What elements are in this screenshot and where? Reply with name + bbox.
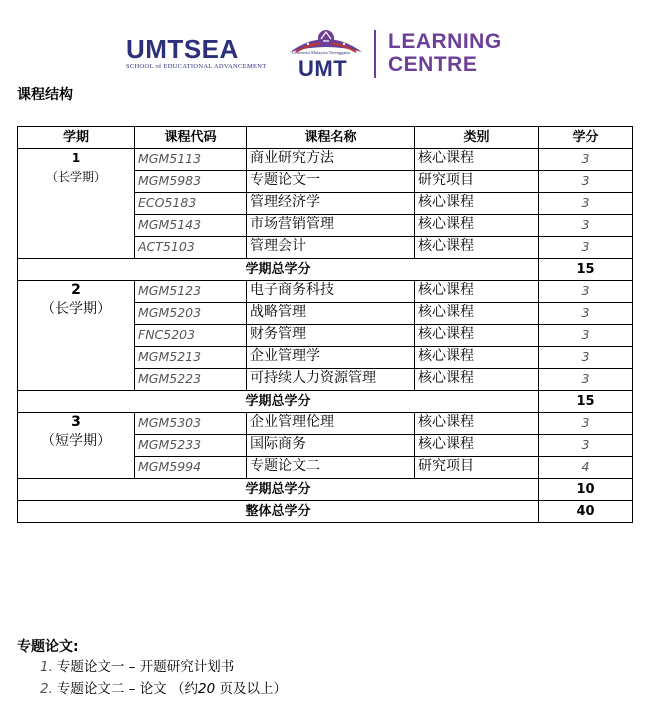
course-code: ACT5103 [135, 237, 247, 259]
course-code: MGM5303 [135, 413, 247, 435]
term-total-row [18, 259, 633, 281]
course-code: MGM5213 [135, 347, 247, 369]
section-title: 课程结构 [17, 87, 73, 103]
course-category: 核心课程 [415, 281, 539, 303]
course-category: 核心课程 [415, 193, 539, 215]
course-code: MGM5994 [135, 457, 247, 479]
learning-centre-line2: CENTRE [388, 53, 478, 76]
course-code: MGM5983 [135, 171, 247, 193]
course-structure-table [17, 126, 633, 523]
list-item-text-after: 页及以上） [219, 681, 287, 697]
course-name: 专题论文一 [247, 171, 415, 193]
course-code: MGM5203 [135, 303, 247, 325]
course-category: 核心课程 [415, 303, 539, 325]
term-cell [18, 149, 135, 259]
notes-title: 专题论文: [17, 639, 79, 655]
table-row [18, 149, 633, 171]
term-total-value: 10 [539, 479, 633, 501]
course-credits: 3 [539, 237, 633, 259]
course-name: 商业研究方法 [247, 149, 415, 171]
term-cell [18, 281, 135, 391]
course-name: 专题论文二 [247, 457, 415, 479]
umtsea-logo-subtitle: SCHOOL of EDUCATIONAL ADVANCEMENT [126, 63, 267, 70]
term-total-row [18, 479, 633, 501]
term-total-label: 学期总学分 [18, 479, 539, 501]
header-logos [126, 22, 516, 82]
list-item-pages: 20 [198, 681, 216, 697]
table-header-row [18, 127, 633, 149]
course-credits: 3 [539, 347, 633, 369]
term-total-row [18, 391, 633, 413]
grand-total-value: 40 [539, 501, 633, 523]
header-name: 课程名称 [247, 127, 415, 149]
term-number: 1 [71, 151, 81, 165]
course-code: ECO5183 [135, 193, 247, 215]
course-category: 核心课程 [415, 369, 539, 391]
course-code: MGM5233 [135, 435, 247, 457]
course-code: MGM5143 [135, 215, 247, 237]
course-credits: 3 [539, 369, 633, 391]
table-row [18, 413, 633, 435]
course-credits: 3 [539, 193, 633, 215]
course-category: 核心课程 [415, 237, 539, 259]
logo-divider [374, 30, 376, 78]
course-name: 财务管理 [247, 325, 415, 347]
term-type: （长学期） [45, 170, 106, 184]
course-credits: 3 [539, 325, 633, 347]
header-credits: 学分 [539, 127, 633, 149]
umtsea-logo [126, 36, 267, 70]
course-credits: 4 [539, 457, 633, 479]
course-credits: 3 [539, 435, 633, 457]
term-total-value: 15 [539, 391, 633, 413]
list-item-text: 专题论文二 – 论文 （约 [56, 681, 199, 697]
course-category: 研究项目 [415, 171, 539, 193]
course-category: 核心课程 [415, 215, 539, 237]
table-row [18, 281, 633, 303]
course-name: 可持续人力资源管理 [247, 369, 415, 391]
course-category: 研究项目 [415, 457, 539, 479]
course-code: MGM5223 [135, 369, 247, 391]
course-credits: 3 [539, 149, 633, 171]
list-item-text: 专题论文一 – 开题研究计划书 [56, 659, 235, 675]
header-code: 课程代码 [135, 127, 247, 149]
list-item [40, 678, 287, 700]
course-name: 战略管理 [247, 303, 415, 325]
course-category: 核心课程 [415, 325, 539, 347]
term-total-value: 15 [539, 259, 633, 281]
course-name: 电子商务科技 [247, 281, 415, 303]
course-name: 管理会计 [247, 237, 415, 259]
term-total-label: 学期总学分 [18, 259, 539, 281]
course-category: 核心课程 [415, 435, 539, 457]
header-term: 学期 [18, 127, 135, 149]
course-credits: 3 [539, 303, 633, 325]
term-type: （短学期） [41, 433, 111, 449]
umt-logo-text: UMT [298, 56, 348, 81]
list-item [40, 656, 287, 678]
grand-total-label: 整体总学分 [18, 501, 539, 523]
learning-centre-logo [388, 30, 502, 76]
course-name: 国际商务 [247, 435, 415, 457]
course-category: 核心课程 [415, 347, 539, 369]
umtsea-logo-text: UMTSEA [126, 34, 239, 64]
course-name: 企业管理伦理 [247, 413, 415, 435]
term-number: 2 [71, 282, 81, 298]
course-code: FNC5203 [135, 325, 247, 347]
term-total-label: 学期总学分 [18, 391, 539, 413]
list-item-number: 2. [40, 681, 53, 697]
course-credits: 3 [539, 413, 633, 435]
course-credits: 3 [539, 215, 633, 237]
list-item-number: 1. [40, 659, 53, 675]
header-category: 类别 [415, 127, 539, 149]
course-name: 企业管理学 [247, 347, 415, 369]
learning-centre-line1: LEARNING [388, 30, 502, 53]
course-category: 核心课程 [415, 413, 539, 435]
course-credits: 3 [539, 171, 633, 193]
course-category: 核心课程 [415, 149, 539, 171]
term-type: （长学期） [41, 301, 111, 317]
term-number: 3 [71, 414, 81, 430]
notes-list [40, 656, 287, 700]
grand-total-row [18, 501, 633, 523]
umt-tagline: Universiti Malaysia Terengganu [292, 50, 350, 55]
term-cell [18, 413, 135, 479]
course-credits: 3 [539, 281, 633, 303]
course-code: MGM5113 [135, 149, 247, 171]
course-name: 市场营销管理 [247, 215, 415, 237]
course-name: 管理经济学 [247, 193, 415, 215]
course-code: MGM5123 [135, 281, 247, 303]
